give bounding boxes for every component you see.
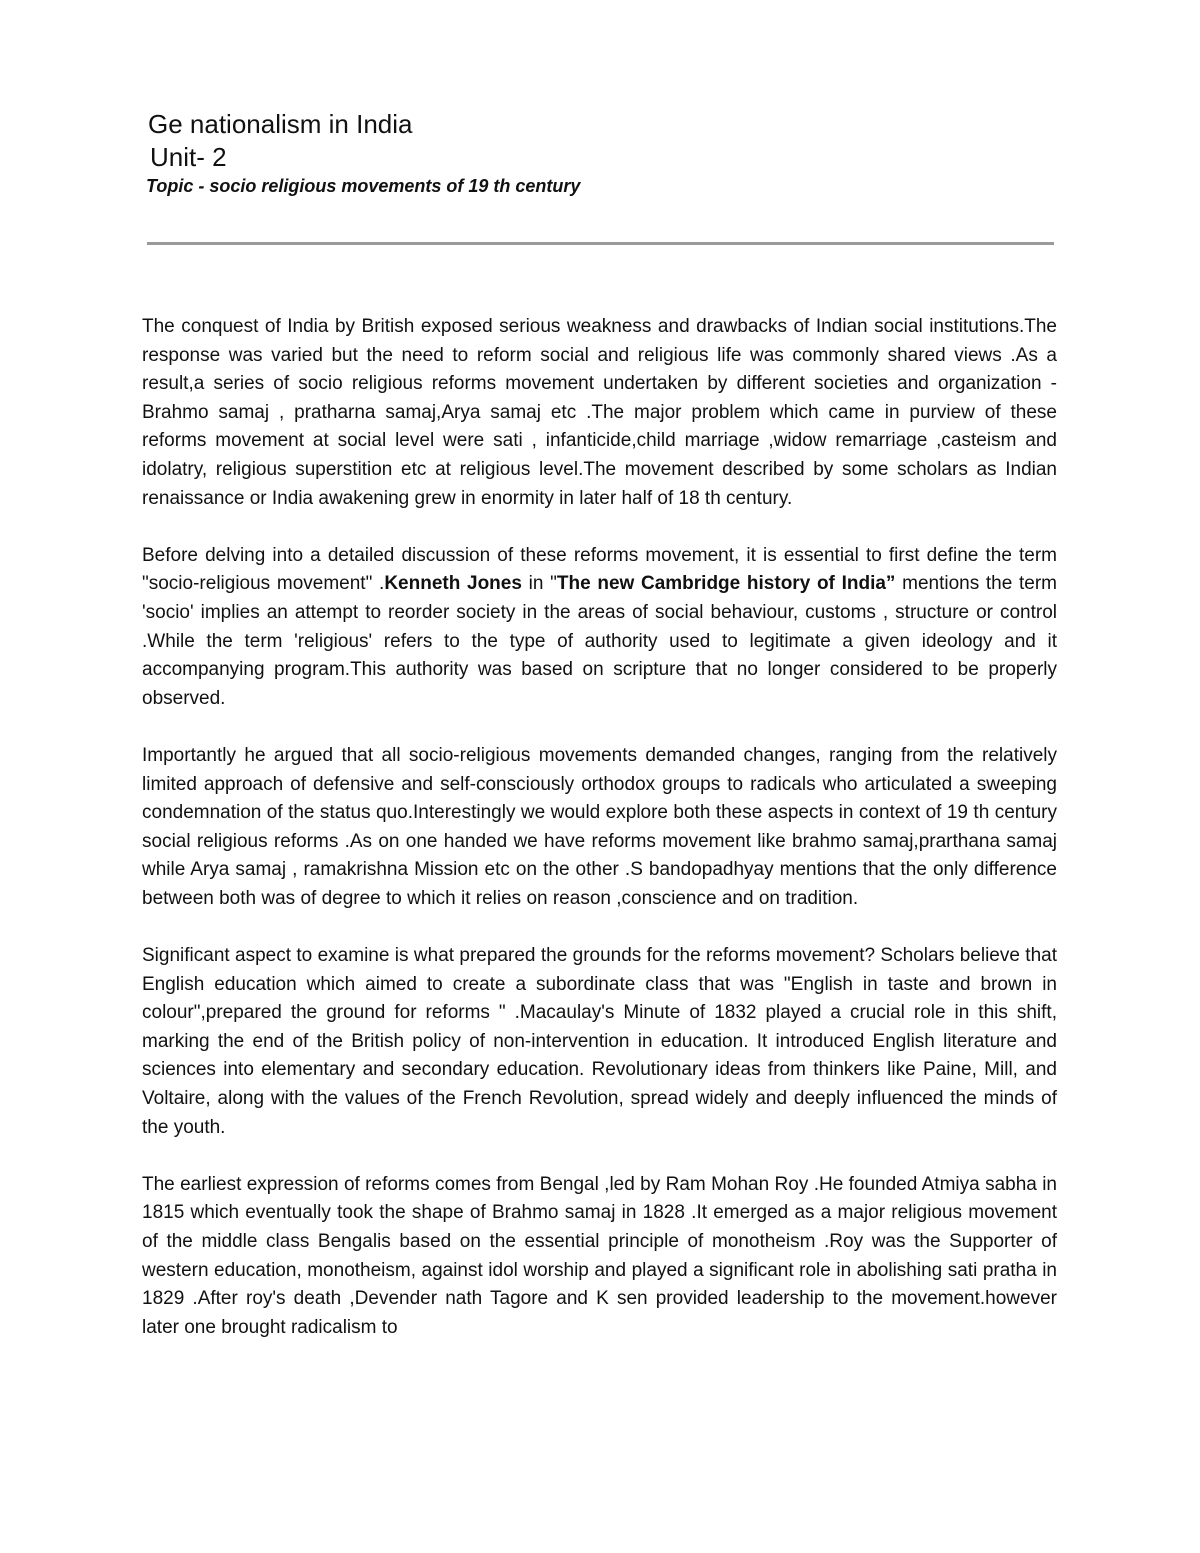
horizontal-divider — [147, 242, 1054, 245]
author-name-bold: Kenneth Jones — [384, 573, 522, 595]
unit-label: Unit- 2 — [150, 142, 227, 172]
paragraph-argument: Importantly he argued that all socio-religious movements demanded changes, ranging from the relatively limited approach of defensive and self-consciously orthodox groups to radicals who articulated a sweeping condemnation of the status quo.Interestingly we would explore both these aspects in context of 19 th century social religious reforms .As on one handed we have reforms movement like brahmo samaj,prarthana samaj while Arya samaj , ramakrishna Mission etc on the other .S bandopadhyay mentions that the only difference between both was of degree to which it relies on reason ,conscience and on tradition. — [142, 744, 1057, 909]
paragraph-education: Significant aspect to examine is what prepared the grounds for the reforms movement? Scholars believe that English education which aimed to create a subordinate class that was "English in taste and brown in colour",prepared the ground for reforms " .Macaulay's Minute of 1832 played a crucial role in this shift, marking the end of the British policy of non-intervention in education. It introduced English literature and sciences into elementary and secondary education. Revolutionary ideas from thinkers like Paine, Mill, and Voltaire, along with the values of the French Revolution, spread widely and deeply influenced the minds of the youth. — [142, 945, 1057, 1138]
paragraph-definition-text-e: mentions the term 'socio' implies an attempt to reorder society in the areas of social behaviour, customs , structure or control .While the term 'religious' refers to the type of authority used to legitimate a given ideology and it accompanying program.This authority was based on scripture that no longer considered to be properly observed. — [142, 573, 1058, 709]
paragraph-definition-text-c: in " — [521, 573, 557, 595]
document-title: Ge nationalism in India — [148, 109, 413, 139]
paragraph-definition-text-a: Before delving into a detailed discussion of these reforms movement, it is essential to first define the term "socio-religious movement" . — [142, 544, 1057, 595]
paragraph-definition — [142, 542, 1057, 714]
paragraph-conquest: The conquest of India by British exposed serious weakness and drawbacks of Indian social institutions.The response was varied but the need to reform social and religious life was commonly shared views .As a result,a series of socio religious reforms movement undertaken by different societies and organization - Brahmo samaj , pratharna samaj,Arya samaj etc .The major problem which came in purview of these reforms movement at social level were sati , infanticide,child marriage ,widow remarriage ,casteism and idolatry, religious superstition etc at religious level.The movement described by some scholars as Indian renaissance or India awakening grew in enormity in later half of 18 th century. — [142, 316, 1057, 509]
topic-heading: Topic - socio religious movements of 19 th century — [146, 176, 581, 196]
paragraph-bengal: The earliest expression of reforms comes from Bengal ,led by Ram Mohan Roy .He founded Atmiya sabha in 1815 which eventually took the shape of Brahmo samaj in 1828 .It emerged as a major religious movement of the middle class Bengalis based on the essential principle of monotheism .Roy was the Supporter of western education, monotheism, against idol worship and played a significant role in abolishing sati pratha in 1829 .After roy's death ,Devender nath Tagore and K sen provided leadership to the movement.however later one brought radicalism to — [142, 1173, 1057, 1338]
document-body — [142, 313, 1057, 1371]
document-header — [148, 108, 1058, 198]
book-title-bold: The new Cambridge history of India” — [556, 573, 896, 595]
